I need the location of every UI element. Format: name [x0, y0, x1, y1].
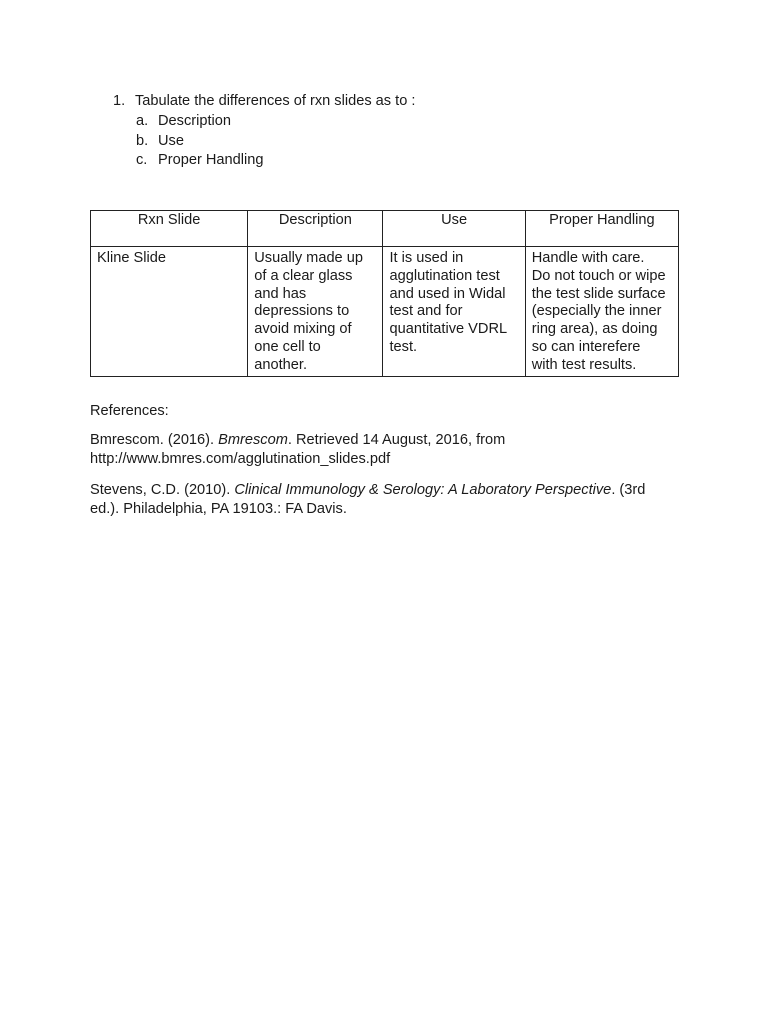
question-item — [113, 92, 415, 112]
cell-line: Kline Slide — [97, 250, 166, 266]
reference-entry — [90, 481, 690, 519]
reference-entry — [90, 431, 690, 469]
table-row — [91, 247, 679, 377]
reference-details: . (3rd — [611, 482, 646, 498]
cell-description — [248, 247, 383, 377]
cell-line: and used in Widal — [389, 285, 506, 302]
sub-item-proper-handling — [136, 151, 263, 171]
sub-item-letter: a. — [136, 113, 149, 129]
reference-publisher: ed.). Philadelphia, PA 19103.: FA Davis. — [90, 501, 347, 517]
cell-line: Handle with care. — [531, 250, 645, 266]
cell-line: avoid mixing of — [254, 321, 352, 338]
cell-line: agglutination test — [389, 267, 500, 284]
cell-line: Usually made up — [254, 250, 363, 266]
header-rxn-slide: Rxn Slide — [91, 211, 248, 247]
sub-item-use — [136, 132, 263, 152]
cell-line: and has — [254, 285, 307, 302]
references-heading: References: — [90, 403, 169, 419]
cell-line: with test results. — [531, 356, 637, 373]
cell-rxn-slide — [91, 247, 248, 377]
cell-line: one cell to — [254, 338, 321, 355]
rxn-slides-table — [90, 210, 679, 377]
cell-line: quantitative VDRL — [389, 321, 508, 338]
cell-line: It is used in — [389, 250, 464, 266]
sub-item-text: Description — [158, 113, 231, 129]
cell-use — [383, 247, 525, 377]
header-proper-handling: Proper Handling — [525, 211, 678, 247]
sub-item-text: Use — [158, 132, 184, 149]
header-description: Description — [248, 211, 383, 247]
header-use: Use — [383, 211, 525, 247]
sub-item-description — [136, 112, 263, 132]
cell-line: Do not touch or wipe — [531, 267, 666, 284]
sub-item-letter: b. — [136, 132, 149, 149]
reference-author: Stevens, C.D. (2010). — [90, 482, 235, 498]
question-number: 1. — [113, 93, 126, 109]
sub-item-text: Proper Handling — [158, 152, 264, 168]
cell-line: (especially the inner — [531, 303, 662, 320]
sub-item-letter: c. — [136, 152, 148, 168]
cell-line: another. — [254, 356, 308, 373]
cell-line: test. — [389, 338, 418, 355]
cell-proper-handling — [525, 247, 678, 377]
reference-title: Bmrescom — [218, 432, 288, 448]
table-header-row — [91, 211, 679, 247]
question-text: Tabulate the differences of rxn slides as to : — [135, 93, 416, 109]
reference-author: Bmrescom. (2016). — [90, 432, 219, 448]
reference-line — [90, 431, 690, 450]
cell-line: the test slide surface — [531, 285, 666, 302]
cell-line: depressions to — [254, 303, 350, 320]
reference-details: . Retrieved 14 August, 2016, from — [287, 432, 506, 448]
reference-url: http://www.bmres.com/agglutination_slides.pdf — [90, 451, 391, 467]
cell-line: of a clear glass — [254, 267, 353, 284]
cell-line: test and for — [389, 303, 463, 320]
cell-line: so can interefere — [531, 338, 641, 355]
question-sub-list — [136, 112, 263, 171]
reference-line — [90, 481, 690, 500]
cell-line: ring area), as doing — [531, 321, 658, 338]
reference-title: Clinical Immunology & Serology: A Laboratory Perspective — [234, 482, 612, 498]
